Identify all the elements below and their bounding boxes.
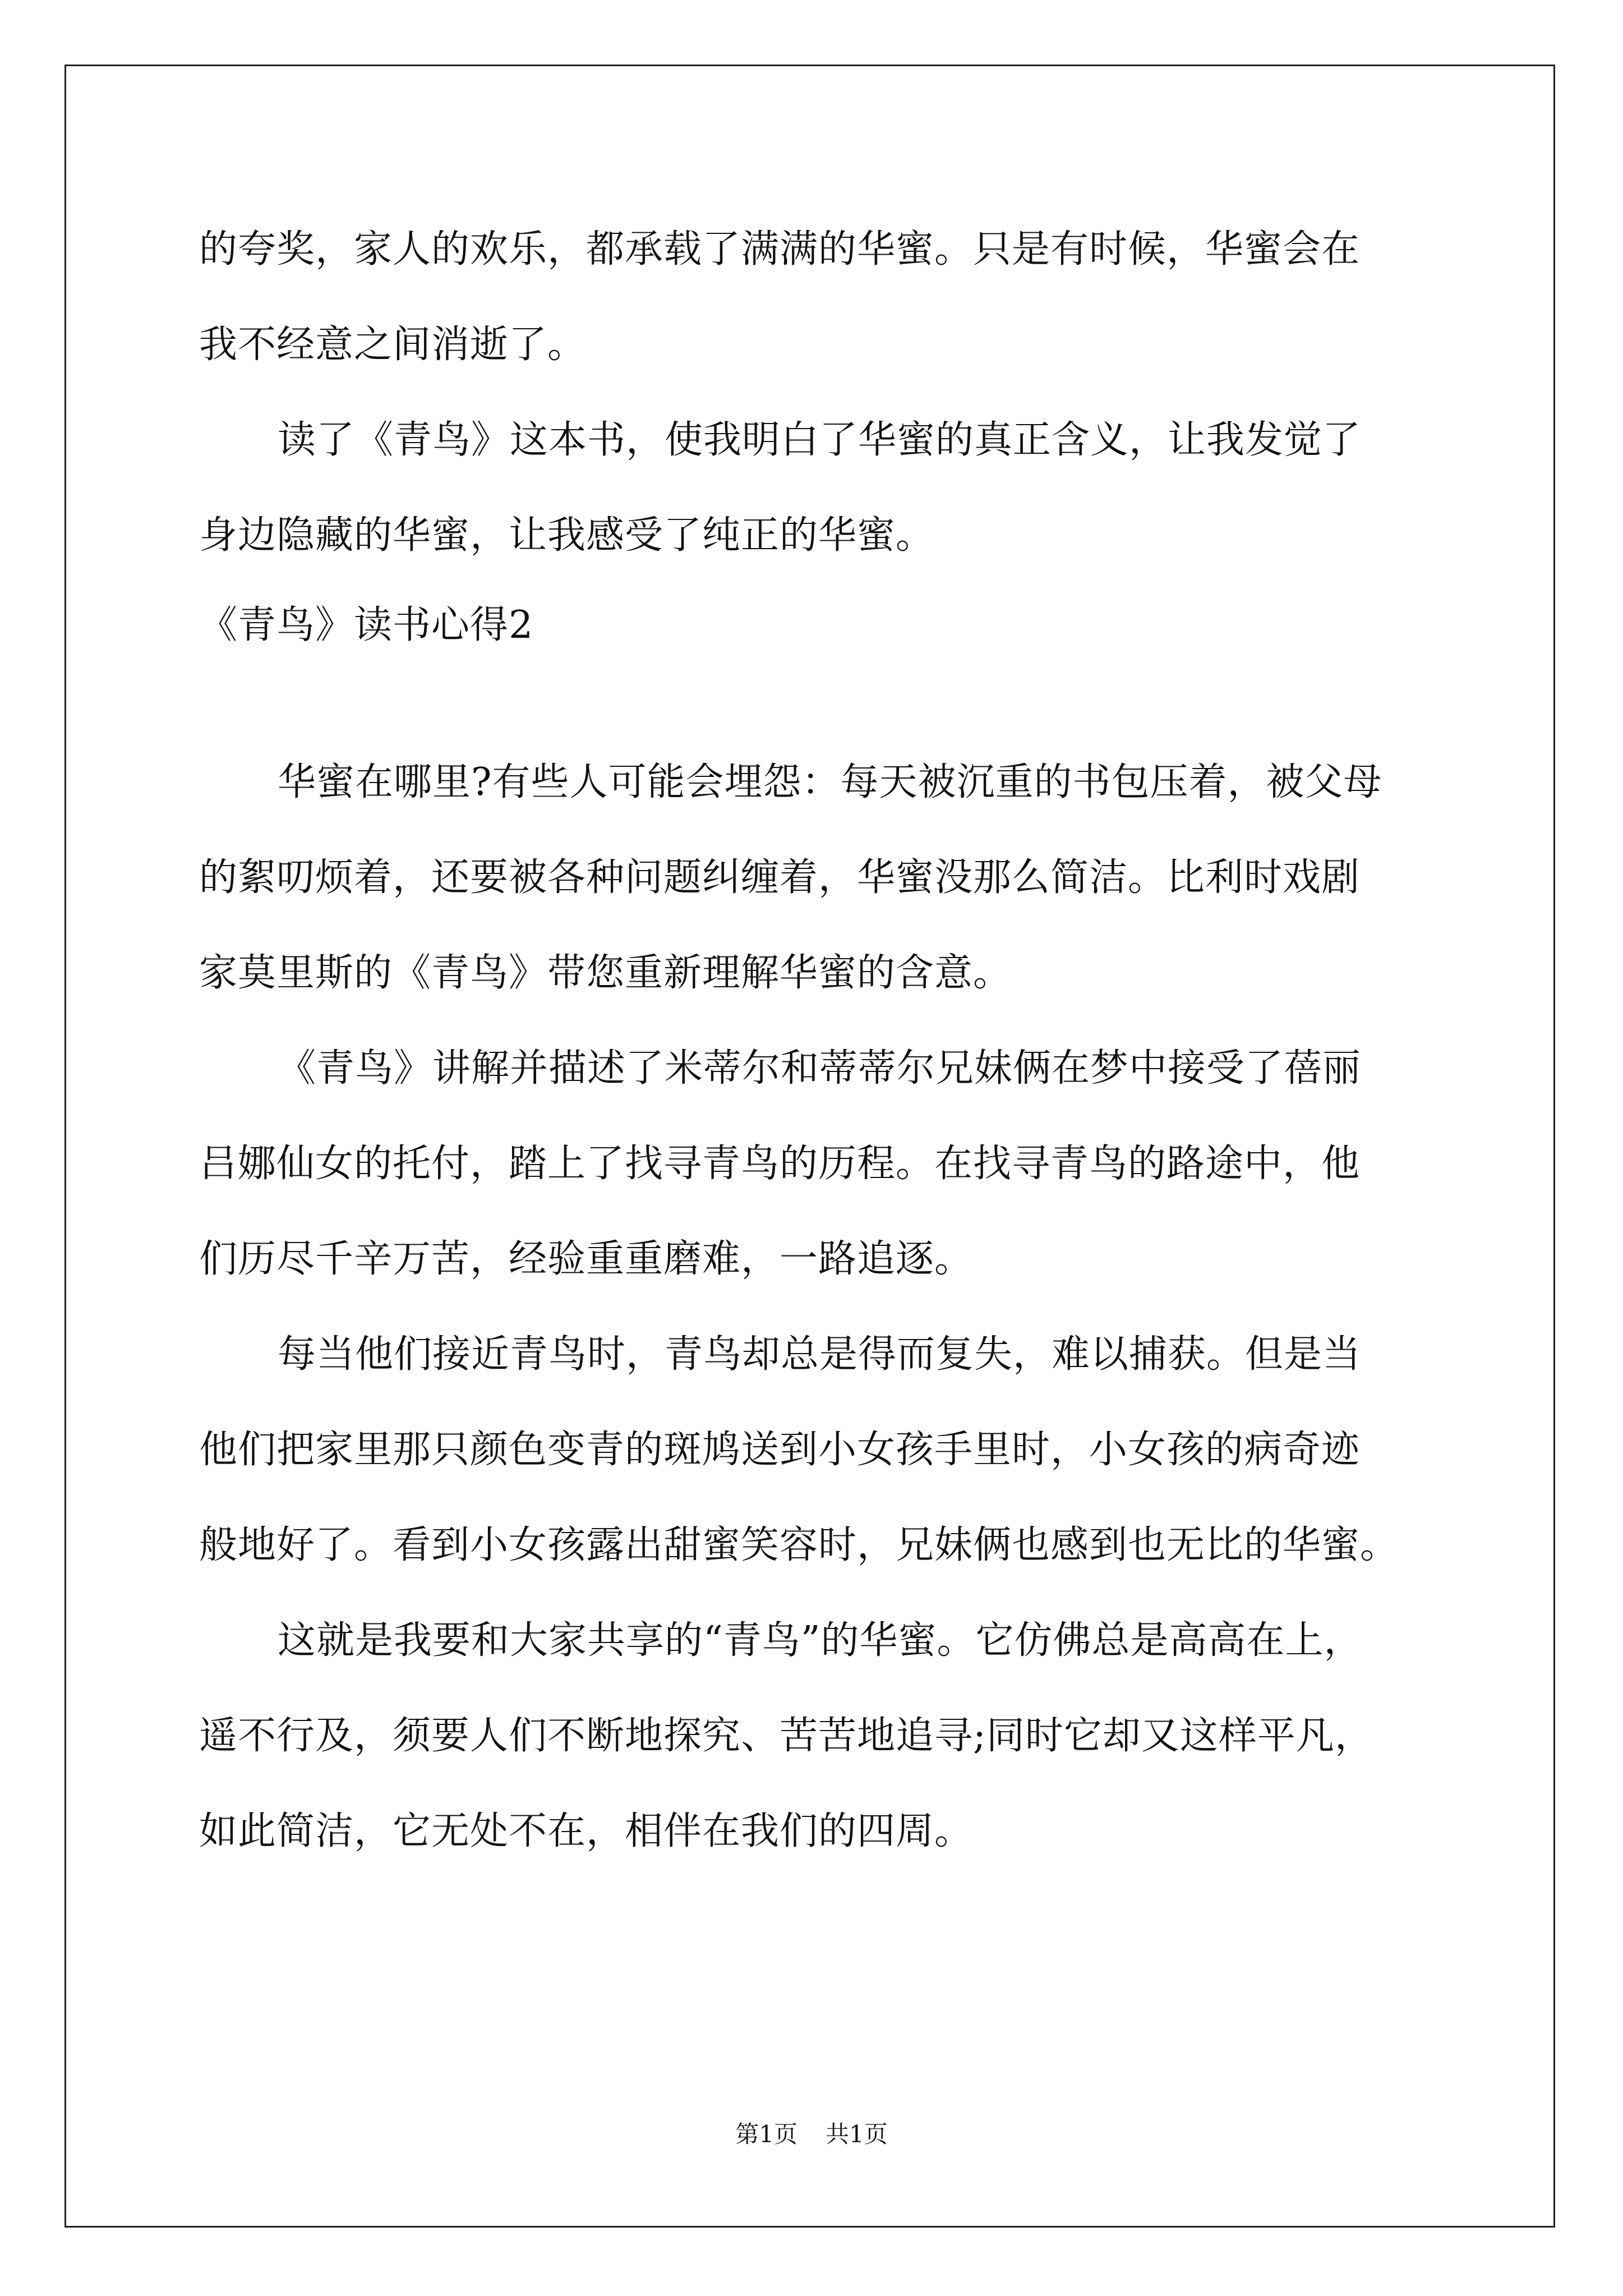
paragraph-line: 每当他们接近青鸟时，青鸟却总是得而复失，难以捕获。但是当: [278, 1332, 1362, 1377]
page-footer: [0, 2119, 1623, 2150]
paragraph-line: 遥不行及，须要人们不断地探究、苦苦地追寻;同时它却又这样平凡，: [199, 1714, 1373, 1758]
paragraph-line: 这就是我要和大家共享的“青鸟”的华蜜。它仿佛总是高高在上，: [278, 1618, 1363, 1663]
paragraph-line: 吕娜仙女的托付，踏上了找寻青鸟的历程。在找寻青鸟的路途中，他: [199, 1142, 1361, 1186]
paragraph-line: 们历尽千辛万苦，经验重重磨难，一路追逐。: [199, 1237, 974, 1281]
paragraph-line: 身边隐藏的华蜜，让我感受了纯正的华蜜。: [199, 513, 935, 558]
paragraph-line: 如此简洁，它无处不在，相伴在我们的四周。: [199, 1809, 974, 1853]
paragraph-line: 华蜜在哪里?有些人可能会埋怨：每天被沉重的书包压着，被父母: [278, 760, 1382, 804]
paragraph-line: 般地好了。看到小女孩露出甜蜜笑容时，兄妹俩也感到也无比的华蜜。: [199, 1523, 1399, 1567]
page-number-total: 共1页: [826, 2120, 888, 2148]
paragraph-line: 我不经意之间消逝了。: [199, 323, 587, 367]
paragraph-line: 他们把家里那只颜色变青的斑鸠送到小女孩手里时，小女孩的病奇迹: [199, 1428, 1361, 1472]
page-number-current: 第1页: [735, 2120, 797, 2148]
paragraph-line: 家莫里斯的《青鸟》带您重新理解华蜜的含意。: [199, 951, 1012, 995]
paragraph-line: 读了《青鸟》这本书，使我明白了华蜜的真正含义，让我发觉了: [278, 418, 1362, 462]
paragraph-line: 的夸奖，家人的欢乐，都承载了满满的华蜜。只是有时候，华蜜会在: [199, 227, 1361, 272]
paragraph-line: 的絮叨烦着，还要被各种问题纠缠着，华蜜没那么简洁。比利时戏剧: [199, 855, 1361, 900]
section-heading: 《青鸟》读书心得2: [199, 603, 534, 647]
paragraph-line: 《青鸟》讲解并描述了米蒂尔和蒂蒂尔兄妹俩在梦中接受了蓓丽: [278, 1046, 1362, 1091]
